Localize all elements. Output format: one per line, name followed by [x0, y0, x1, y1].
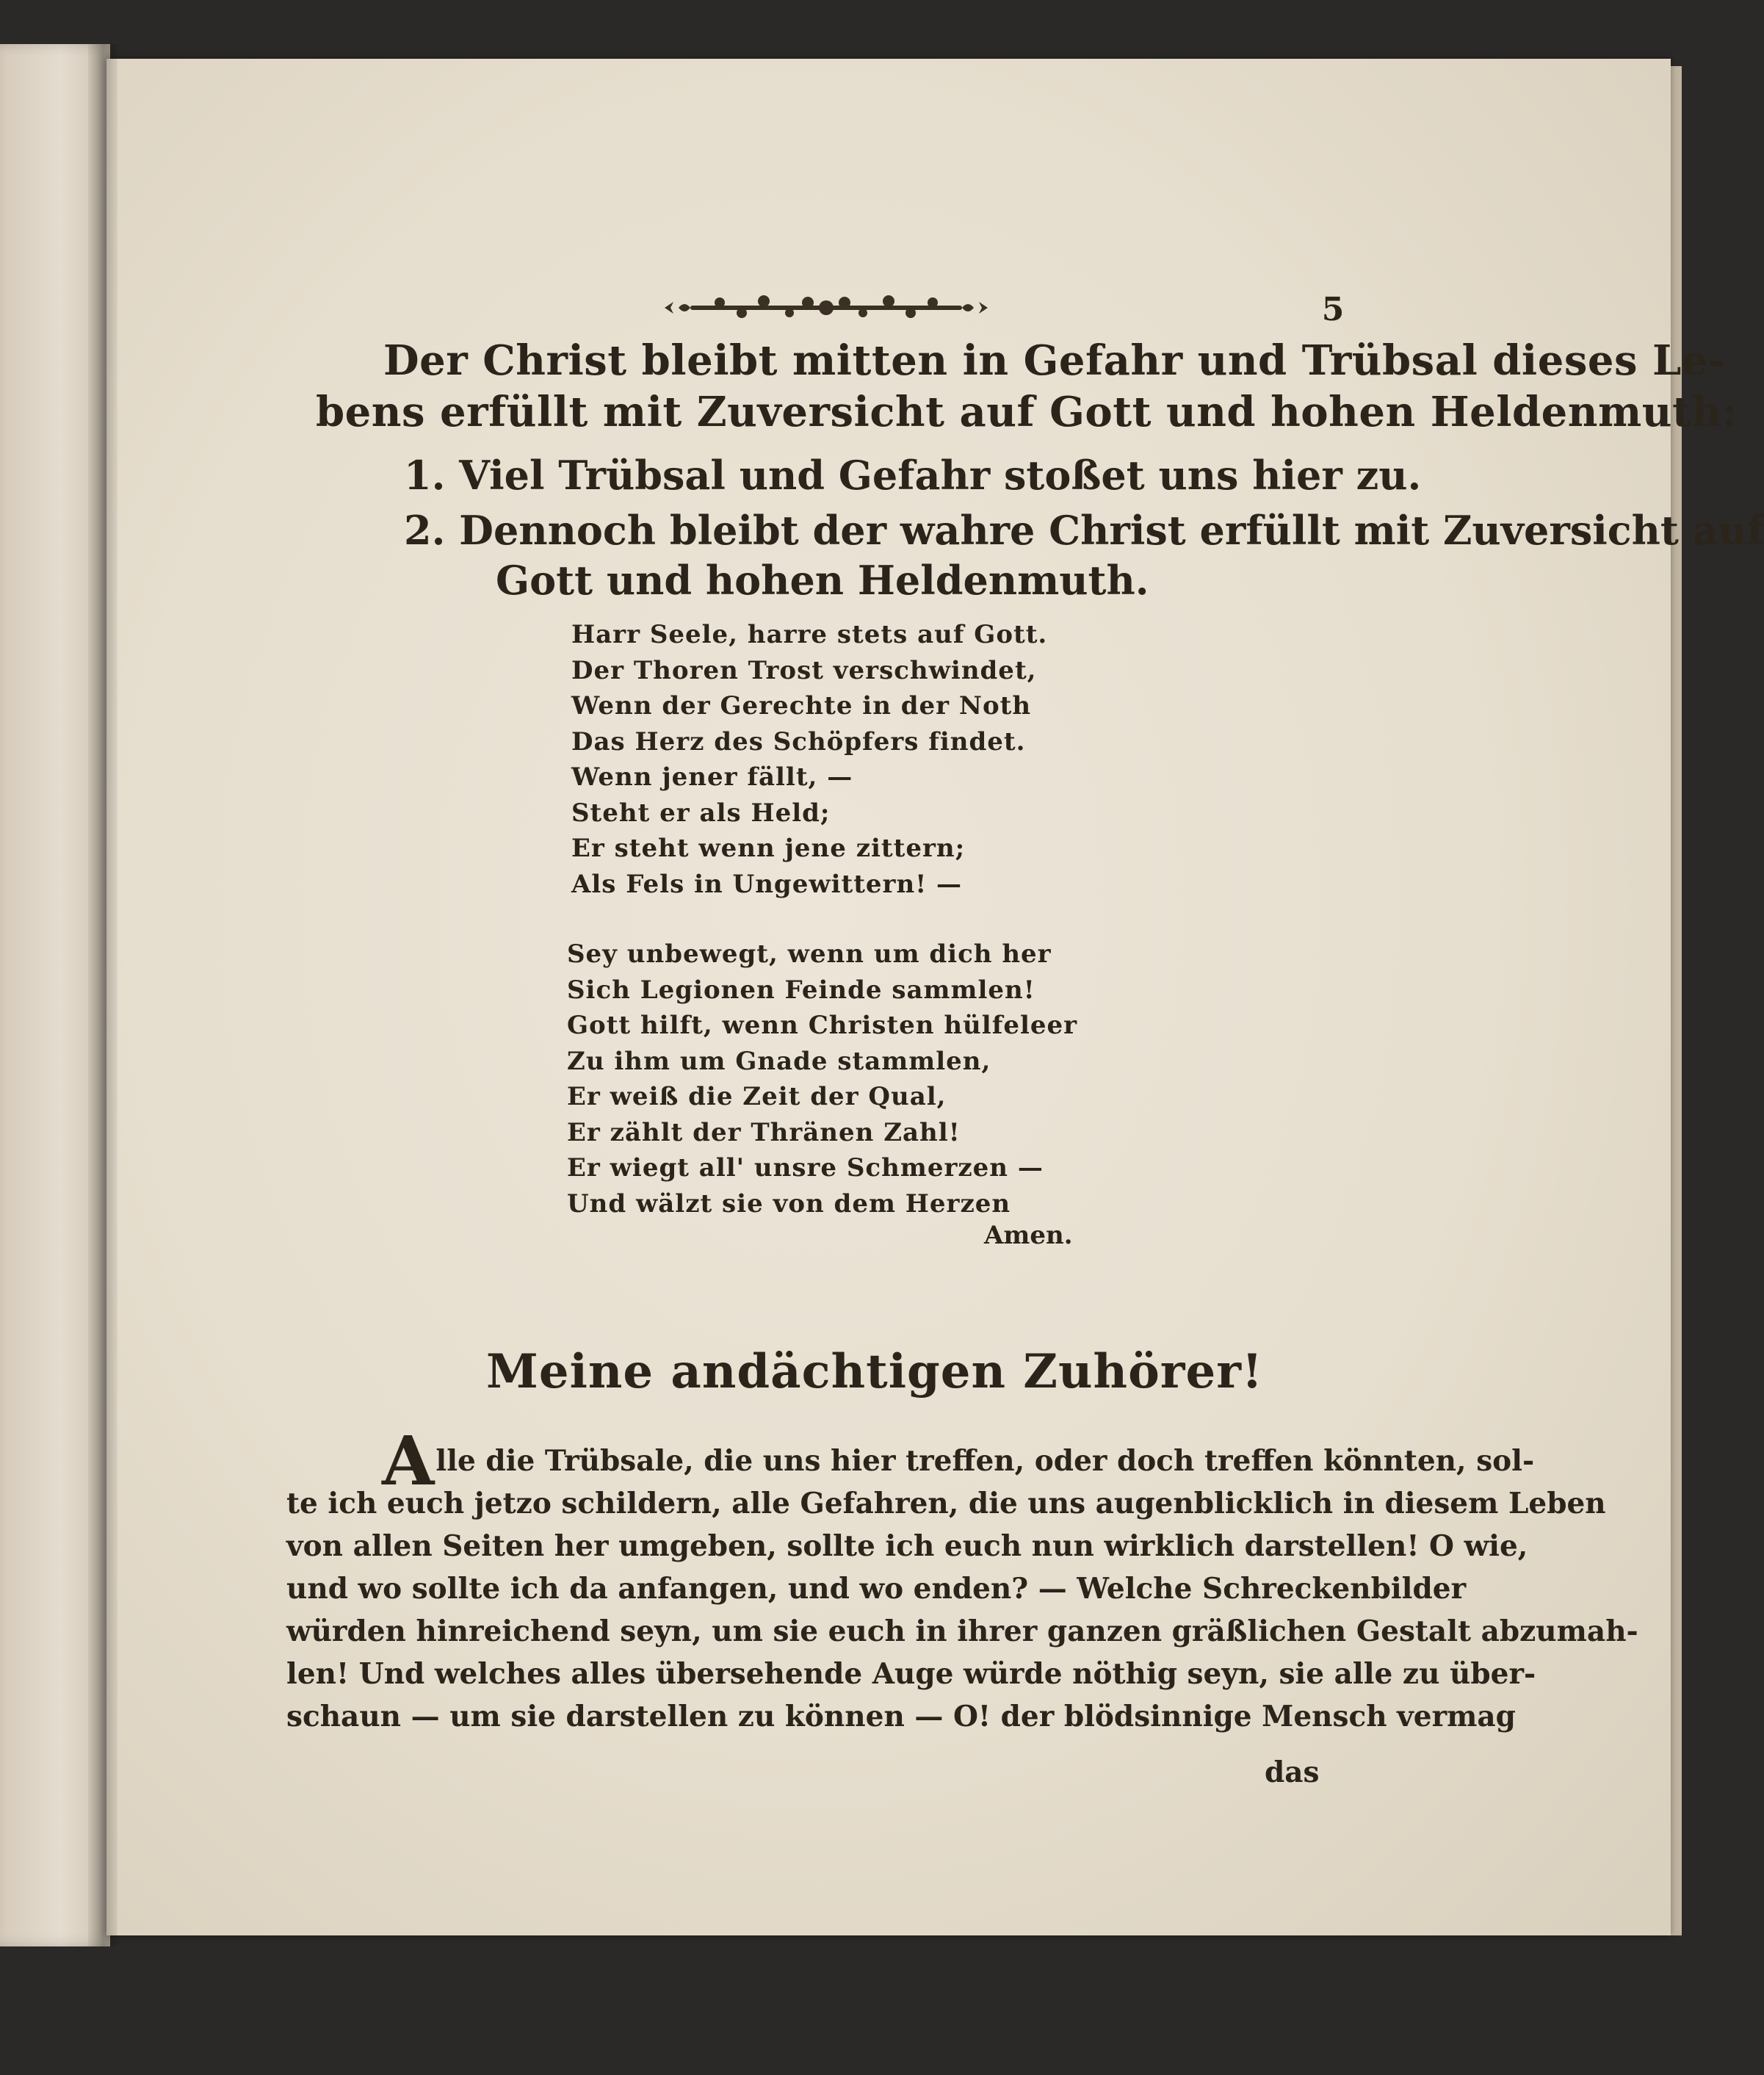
page-number: 5 — [1321, 291, 1345, 328]
verse-line: Der Thoren Trost verschwindet, — [571, 655, 1037, 685]
verse-line: Gott hilft, wenn Christen hülfeleer — [567, 1011, 1078, 1040]
verse-line: Wenn der Gerechte in der Noth — [571, 691, 1032, 721]
body-line: schaun — um sie darstellen zu können — O! der blödsinnige Mensch vermag — [286, 1700, 1516, 1733]
point-2-continued: Gott und hohen Heldenmuth. — [496, 557, 1149, 604]
body-line: und wo sollte ich da anfangen, und wo enden? — Welche Schreckenbilder — [286, 1572, 1467, 1606]
point-2: 2. Dennoch bleibt der wahre Christ erfüllt mit Zuversicht auf — [404, 507, 1764, 554]
verse-line: Er weiß die Zeit der Qual, — [567, 1082, 947, 1111]
section-heading: Meine andächtigen Zuhörer! — [486, 1344, 1263, 1399]
body-line: würden hinreichend seyn, um sie euch in ihrer ganzen gräßlichen Gestalt abzumah- — [286, 1614, 1638, 1648]
body-line-first — [286, 1421, 1638, 1501]
verse-line: Er zählt der Thränen Zahl! — [567, 1117, 961, 1147]
verse-line: Er wiegt all' unsre Schmerzen — — [567, 1153, 1044, 1183]
point-1: 1. Viel Trübsal und Gefahr stoßet uns hier zu. — [404, 452, 1422, 499]
theme-line-2: bens erfüllt mit Zuversicht auf Gott und hohen Heldenmuth: — [316, 388, 1738, 436]
theme-line-1: Der Christ bleibt mitten in Gefahr und Trübsal dieses Le- — [383, 336, 1726, 385]
verse-line: Sich Legionen Feinde sammlen! — [567, 975, 1035, 1005]
verse-line: Steht er als Held; — [571, 798, 831, 828]
catchword: das — [1265, 1755, 1320, 1789]
body-line: von allen Seiten her umgeben, sollte ich euch nun wirklich darstellen! O wie, — [286, 1529, 1528, 1563]
amen: Amen. — [984, 1221, 1073, 1250]
verse-line: Und wälzt sie von dem Herzen — [567, 1188, 1011, 1219]
sermon-paragraph — [286, 1421, 1638, 1738]
verse-line: Als Fels in Ungewittern! — — [571, 869, 962, 899]
verse-line: Zu ihm um Gnade stammlen, — [567, 1046, 991, 1076]
drop-cap: A — [382, 1421, 435, 1501]
verse-line: Harr Seele, harre stets auf Gott. — [571, 620, 1048, 649]
verse-line: Das Herz des Schöpfers findet. — [571, 726, 1026, 757]
body-line: te ich euch jetzo schildern, alle Gefahren, die uns augenblicklich in diesem Leben — [286, 1487, 1606, 1520]
headpiece-ornament-icon — [661, 291, 991, 325]
body-line: lle die Trübsale, die uns hier treffen, oder doch treffen könnten, sol- — [435, 1444, 1535, 1478]
verse-stanza-2 — [567, 937, 1077, 1221]
verse-line: Er steht wenn jene zittern; — [571, 834, 966, 863]
verse-line: Wenn jener fällt, — — [571, 762, 853, 792]
book-gutter — [88, 44, 118, 1946]
body-line: len! Und welches alles übersehende Auge würde nöthig seyn, sie alle zu über- — [286, 1657, 1536, 1691]
verse-line: Sey unbewegt, wenn um dich her — [567, 939, 1052, 969]
verse-stanza-1 — [571, 617, 1047, 902]
